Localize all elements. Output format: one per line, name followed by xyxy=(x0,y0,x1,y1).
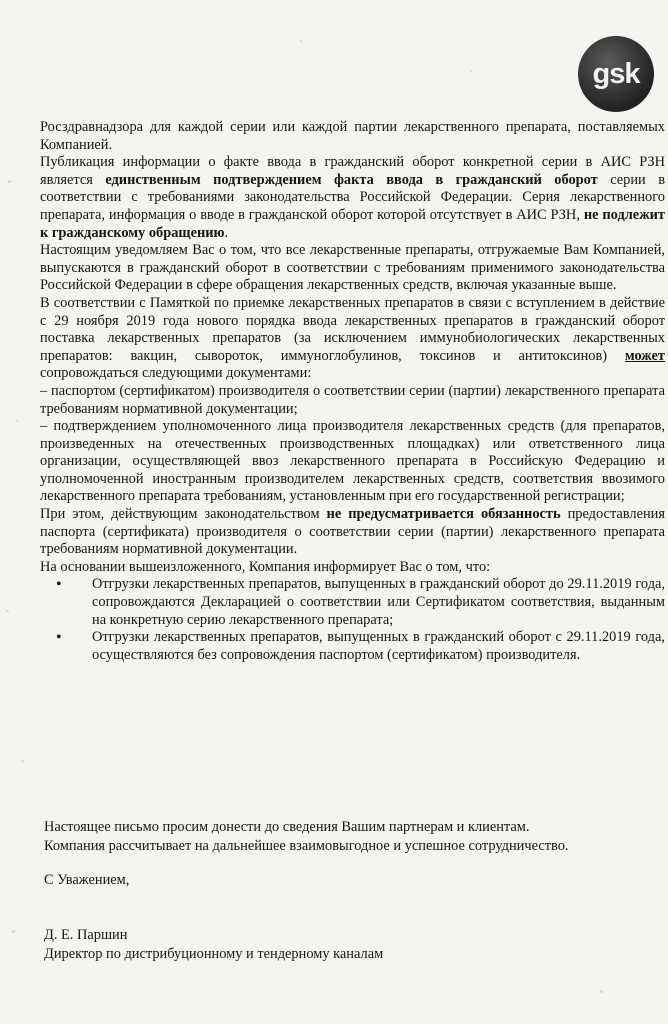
signatory-title: Директор по дистрибуционному и тендерному каналам xyxy=(44,946,384,962)
bullet-list xyxy=(40,576,665,664)
text-run: . xyxy=(224,224,229,241)
paragraph xyxy=(40,154,665,242)
scan-noise xyxy=(8,180,11,183)
scan-noise xyxy=(6,610,9,612)
bold-run: не подлежит к гражданскому обращению xyxy=(40,206,665,241)
closing-line: Настоящее письмо просим донести до сведения Вашим партнерам и клиентам. xyxy=(44,819,530,835)
bullet-item: • Отгрузки лекарственных препаратов, выпущенных в гражданский оборот до 29.11.2019 года, сопровождаются Декларацией о соответствии или Сертификатом соответствия, выданным на конкретную серию лекарственного препарата; xyxy=(92,576,665,629)
text-run: При этом, действующим законодательством xyxy=(40,506,327,523)
scan-noise xyxy=(300,40,302,42)
regards: С Уважением, xyxy=(44,872,130,888)
signature-block xyxy=(44,871,383,964)
signatory-name: Д. Е. Паршин xyxy=(44,927,128,943)
scan-noise xyxy=(16,420,18,422)
paragraph: Росздравнадзора для каждой серии или каждой партии лекарственного препарата, поставляемых Компанией. xyxy=(40,119,665,153)
paragraph xyxy=(40,506,665,559)
scan-noise xyxy=(470,70,472,72)
paragraph xyxy=(40,295,665,383)
bold-run: не предусматривается обязанность xyxy=(326,506,561,523)
underlined-bold-run: может xyxy=(624,347,665,364)
paragraph: На основании вышеизложенного, Компания информирует Вас о том, что: xyxy=(40,558,491,575)
paragraph: Настоящим уведомляем Вас о том, что все лекарственные препараты, отгружаемые Вам Компанией, выпускаются в гражданский оборот в соответствии с требованиям применимого законодательства Российской Федерации в сфере обращения лекарственных средств, включая указанные выше. xyxy=(40,242,665,294)
text-run: сопровождаться следующими документами: xyxy=(40,365,312,382)
bullet-item: • Отгрузки лекарственных препаратов, выпущенных в гражданский оборот с 29.11.2019 года, осуществляются без сопровождения паспортом (сертификатом) производителя. xyxy=(92,629,665,664)
logo-text: gsk xyxy=(592,57,640,90)
closing-line: Компания рассчитывает на дальнейшее взаимовыгодное и успешное сотрудничество. xyxy=(44,838,569,854)
closing-block xyxy=(44,818,664,856)
bold-run: единственным подтверждением факта ввода в гражданский оборот xyxy=(105,171,598,188)
scan-noise xyxy=(22,760,24,763)
text-run: серии в соответствии с требованиями законодательства Российской Федерации. Серия лекарственного препарата, информация о вводе в гражданской оборот которой отсутствует в АИС РЗН, xyxy=(40,171,665,223)
scan-noise xyxy=(600,990,603,993)
text-run: предоставления паспорта (сертификата) производителя о соответствии серии (партии) лекарственного препарата требованиям нормативной документации. xyxy=(40,506,665,558)
gsk-logo-icon xyxy=(578,36,654,112)
text-run: В соответствии с Памяткой по приемке лекарственных препаратов в связи с вступлением в действие с 29 ноября 2019 года нового порядка ввода лекарственных препаратов в гражданский оборот поставка лекарственных препаратов (за исключением иммунобиологических лекарственных препаратов: вакцин, сывороток, иммуноглобулинов, токсинов и антитоксинов) xyxy=(40,294,665,364)
text-run: Публикация информации о факте ввода в гражданский оборот конкретной серии в АИС РЗН является xyxy=(40,154,665,188)
scan-noise xyxy=(12,930,15,933)
letter-body xyxy=(40,119,665,664)
paragraph: – подтверждением уполномоченного лица производителя лекарственных средств (для препаратов, произведенных на отечественных производственных площадках) или ответственного лица организации, осуществляющей ввоз лекарственного препарата в Российскую Федерацию и уполномоченной иностранным производителем лекарственных средств, соответствия ввозимого лекарственного препарата требованиям, установленным при его государственной регистрации; xyxy=(40,418,665,505)
paragraph: – паспортом (сертификатом) производителя о соответствии серии (партии) лекарственного препарата требованиям нормативной документации; xyxy=(40,382,665,417)
